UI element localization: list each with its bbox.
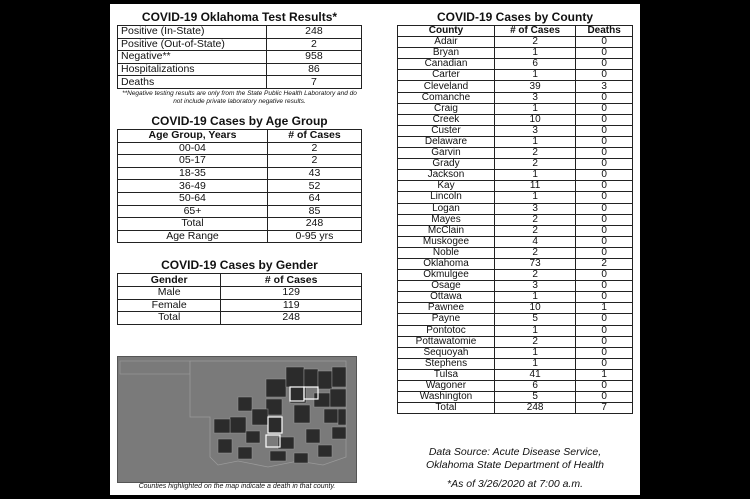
age-group-title: COVID-19 Cases by Age Group bbox=[151, 113, 328, 128]
county-row-cell: Craig bbox=[398, 103, 495, 114]
county-row-cell: Comanche bbox=[398, 92, 495, 103]
age-group-row-cell: 65+ bbox=[118, 205, 268, 218]
age-group-row-cell: 2 bbox=[267, 142, 361, 155]
negative-testing-note: **Negative testing results are only from the State Public Health Laboratory and do not include private laboratory negative results. bbox=[122, 89, 357, 105]
county-row-cell: 4 bbox=[494, 236, 575, 247]
county-header-row bbox=[398, 26, 633, 37]
case-county-shape bbox=[332, 427, 346, 439]
county-row-cell: Logan bbox=[398, 203, 495, 214]
county-row-cell: 5 bbox=[494, 314, 575, 325]
case-county-shape bbox=[330, 389, 346, 407]
county-row bbox=[398, 325, 633, 336]
county-row bbox=[398, 37, 633, 48]
county-row-cell: Pawnee bbox=[398, 303, 495, 314]
county-row-cell: 2 bbox=[494, 225, 575, 236]
test-result-label: Negative** bbox=[118, 51, 267, 64]
county-map-graphic bbox=[118, 357, 357, 483]
county-row-cell: 1 bbox=[576, 369, 633, 380]
case-county-shape bbox=[338, 409, 346, 425]
age-group-row-cell: 18-35 bbox=[118, 167, 268, 180]
county-row-cell: Cleveland bbox=[398, 81, 495, 92]
county-row-cell: 1 bbox=[494, 48, 575, 59]
test-results-row bbox=[118, 26, 362, 39]
test-result-value: 2 bbox=[266, 38, 361, 51]
age_group-column-header: Age Group, Years bbox=[118, 129, 268, 142]
county-row bbox=[398, 103, 633, 114]
county-row-cell: Adair bbox=[398, 37, 495, 48]
age-group-row bbox=[118, 230, 362, 243]
age-group-row-cell: 0-95 yrs bbox=[267, 230, 361, 243]
age-group-row-cell: Total bbox=[118, 218, 268, 231]
county-row-cell: 3 bbox=[494, 125, 575, 136]
county-row-cell: Ottawa bbox=[398, 292, 495, 303]
county-row-cell: 6 bbox=[494, 59, 575, 70]
case-county-shape bbox=[266, 379, 286, 397]
county-row-cell: 3 bbox=[494, 281, 575, 292]
county-row-cell: Mayes bbox=[398, 214, 495, 225]
county-row-cell: Sequoyah bbox=[398, 347, 495, 358]
county-row bbox=[398, 170, 633, 181]
age-group-row-cell: 05-17 bbox=[118, 155, 268, 168]
age-group-row-cell: 2 bbox=[267, 155, 361, 168]
county-row-cell: Oklahoma bbox=[398, 258, 495, 269]
county-row-cell: 0 bbox=[576, 292, 633, 303]
case-county-shape bbox=[246, 431, 260, 443]
county-row-cell: 0 bbox=[576, 59, 633, 70]
county-column-header: # of Cases bbox=[494, 26, 575, 37]
gender-row-cell: 129 bbox=[221, 286, 362, 299]
gender-row bbox=[118, 312, 362, 325]
county-row bbox=[398, 381, 633, 392]
county-row-cell: 0 bbox=[576, 325, 633, 336]
county-row-cell: 1 bbox=[494, 292, 575, 303]
county-row bbox=[398, 247, 633, 258]
map-caption: Counties highlighted on the map indicate a death in that county. bbox=[138, 483, 336, 490]
test-results-table bbox=[117, 25, 362, 89]
case-county-shape bbox=[306, 429, 320, 443]
county-row-cell: 2 bbox=[494, 159, 575, 170]
case-county-shape bbox=[238, 447, 252, 459]
gender-row-cell: Total bbox=[118, 312, 221, 325]
age-group-row-cell: 52 bbox=[267, 180, 361, 193]
right-column bbox=[397, 9, 633, 414]
county-row-cell: 0 bbox=[576, 392, 633, 403]
age-group-row bbox=[118, 142, 362, 155]
age-group-row bbox=[118, 180, 362, 193]
gender-title: COVID-19 Cases by Gender bbox=[161, 258, 318, 273]
county-row bbox=[398, 181, 633, 192]
gender-column-header: # of Cases bbox=[221, 274, 362, 287]
county-row-cell: 1 bbox=[494, 170, 575, 181]
county-row-cell: 1 bbox=[494, 358, 575, 369]
gender-row-cell: 248 bbox=[221, 312, 362, 325]
county-row-cell: 1 bbox=[494, 325, 575, 336]
county-row-cell: Stephens bbox=[398, 358, 495, 369]
test-result-label: Hospitalizations bbox=[118, 63, 267, 76]
county-row-cell: 2 bbox=[494, 247, 575, 258]
county-row-cell: 1 bbox=[494, 347, 575, 358]
county-row-cell: Muskogee bbox=[398, 236, 495, 247]
left-column bbox=[117, 9, 362, 325]
age-group-row bbox=[118, 218, 362, 231]
county-row bbox=[398, 258, 633, 269]
county-row-cell: Kay bbox=[398, 181, 495, 192]
county-row-cell: Bryan bbox=[398, 48, 495, 59]
county-row-cell: 3 bbox=[576, 81, 633, 92]
case-county-shape bbox=[332, 367, 346, 387]
gender-row-cell: Male bbox=[118, 286, 221, 299]
test-result-value: 248 bbox=[266, 26, 361, 39]
age-group-row-cell: 00-04 bbox=[118, 142, 268, 155]
county-column-header: County bbox=[398, 26, 495, 37]
test-result-value: 86 bbox=[266, 63, 361, 76]
case-county-shape bbox=[318, 371, 332, 389]
age-group-row-cell: 85 bbox=[267, 205, 361, 218]
county-column-header: Deaths bbox=[576, 26, 633, 37]
county-row-cell: 2 bbox=[494, 148, 575, 159]
age-group-row-cell: 248 bbox=[267, 218, 361, 231]
county-row-cell: Canadian bbox=[398, 59, 495, 70]
age_group-column-header: # of Cases bbox=[267, 129, 361, 142]
county-row-cell: Custer bbox=[398, 125, 495, 136]
data-source-line-1: Data Source: Acute Disease Service, bbox=[428, 446, 602, 458]
county-row bbox=[398, 403, 633, 414]
gender-row bbox=[118, 299, 362, 312]
county-row-cell: 73 bbox=[494, 258, 575, 269]
county-row-cell: Creek bbox=[398, 114, 495, 125]
county-row-cell: 0 bbox=[576, 148, 633, 159]
county-row bbox=[398, 48, 633, 59]
age-group-table bbox=[117, 129, 362, 243]
county-row-cell: McClain bbox=[398, 225, 495, 236]
county-row bbox=[398, 270, 633, 281]
case-county-shape bbox=[230, 417, 246, 433]
county-row-cell: 0 bbox=[576, 347, 633, 358]
county-row-cell: 10 bbox=[494, 114, 575, 125]
county-row bbox=[398, 70, 633, 81]
case-county-shape bbox=[314, 393, 330, 407]
test-results-row bbox=[118, 76, 362, 89]
test-result-label: Positive (In-State) bbox=[118, 26, 267, 39]
case-county-shape bbox=[324, 409, 338, 423]
county-row-cell: 41 bbox=[494, 369, 575, 380]
county-row-cell: 6 bbox=[494, 381, 575, 392]
county-row-cell: 0 bbox=[576, 281, 633, 292]
test-result-label: Positive (Out-of-State) bbox=[118, 38, 267, 51]
county-row-cell: 0 bbox=[576, 270, 633, 281]
county-row-cell: Garvin bbox=[398, 148, 495, 159]
gender-row bbox=[118, 286, 362, 299]
county-row-cell: 1 bbox=[494, 103, 575, 114]
county-row bbox=[398, 136, 633, 147]
test-results-title: COVID-19 Oklahoma Test Results* bbox=[141, 10, 338, 24]
case-county-shape bbox=[252, 409, 268, 425]
county-row-cell: 248 bbox=[494, 403, 575, 414]
case-county-shape bbox=[304, 369, 318, 387]
county-row-cell: 0 bbox=[576, 314, 633, 325]
county-row-cell: 0 bbox=[576, 92, 633, 103]
case-county-shape bbox=[286, 367, 304, 387]
test-result-value: 958 bbox=[266, 51, 361, 64]
as-of-timestamp: *As of 3/26/2020 at 7:00 a.m. bbox=[446, 478, 583, 490]
age-group-row-cell: Age Range bbox=[118, 230, 268, 243]
county-row-cell: 0 bbox=[576, 247, 633, 258]
county-row-cell: 0 bbox=[576, 70, 633, 81]
county-row bbox=[398, 81, 633, 92]
test-result-value: 7 bbox=[266, 76, 361, 89]
county-row-cell: 0 bbox=[576, 114, 633, 125]
county-row-cell: 0 bbox=[576, 136, 633, 147]
county-row-cell: Tulsa bbox=[398, 369, 495, 380]
county-row-cell: Wagoner bbox=[398, 381, 495, 392]
county-row-cell: 5 bbox=[494, 392, 575, 403]
county-row bbox=[398, 281, 633, 292]
age-group-row-cell: 36-49 bbox=[118, 180, 268, 193]
county-row-cell: 0 bbox=[576, 48, 633, 59]
age-group-row-cell: 64 bbox=[267, 192, 361, 205]
case-county-shape bbox=[218, 439, 232, 453]
county-row-cell: 0 bbox=[576, 203, 633, 214]
county-row-cell: 0 bbox=[576, 358, 633, 369]
gender-column-header: Gender bbox=[118, 274, 221, 287]
county-row-cell: 1 bbox=[576, 303, 633, 314]
county-row-cell: 11 bbox=[494, 181, 575, 192]
county-row-cell: Noble bbox=[398, 247, 495, 258]
county-row bbox=[398, 148, 633, 159]
county-row-cell: 39 bbox=[494, 81, 575, 92]
county-row-cell: Lincoln bbox=[398, 192, 495, 203]
county-row-cell: Carter bbox=[398, 70, 495, 81]
test-results-row bbox=[118, 38, 362, 51]
county-row bbox=[398, 369, 633, 380]
county-row-cell: 1 bbox=[494, 192, 575, 203]
case-county-shape bbox=[318, 445, 332, 457]
gender-row-cell: 119 bbox=[221, 299, 362, 312]
county-row bbox=[398, 203, 633, 214]
county-row-cell: 7 bbox=[576, 403, 633, 414]
county-row bbox=[398, 192, 633, 203]
county-row bbox=[398, 303, 633, 314]
age-group-row-cell: 50-64 bbox=[118, 192, 268, 205]
county-row-cell: 0 bbox=[576, 336, 633, 347]
county-row bbox=[398, 336, 633, 347]
gender-row-cell: Female bbox=[118, 299, 221, 312]
test-result-label: Deaths bbox=[118, 76, 267, 89]
county-row bbox=[398, 214, 633, 225]
panhandle-region bbox=[120, 361, 190, 374]
case-county-shape bbox=[294, 453, 308, 463]
age-group-row-cell: 43 bbox=[267, 167, 361, 180]
county-row-cell: 10 bbox=[494, 303, 575, 314]
county-row-cell: 0 bbox=[576, 225, 633, 236]
county-row-cell: 0 bbox=[576, 37, 633, 48]
case-county-shape bbox=[214, 419, 230, 433]
case-county-shape bbox=[270, 451, 286, 461]
age_group-header-row bbox=[118, 129, 362, 142]
county-row-cell: Pontotoc bbox=[398, 325, 495, 336]
gender-header-row bbox=[118, 274, 362, 287]
age-group-row bbox=[118, 205, 362, 218]
county-row bbox=[398, 292, 633, 303]
county-row bbox=[398, 159, 633, 170]
age-group-row bbox=[118, 192, 362, 205]
test-results-row bbox=[118, 63, 362, 76]
gender-table bbox=[117, 273, 362, 324]
county-row-cell: 3 bbox=[494, 92, 575, 103]
county-row-cell: Total bbox=[398, 403, 495, 414]
test-results-row bbox=[118, 51, 362, 64]
data-source bbox=[397, 446, 633, 472]
county-row bbox=[398, 347, 633, 358]
county-row-cell: 0 bbox=[576, 192, 633, 203]
county-row-cell: 0 bbox=[576, 103, 633, 114]
county-row-cell: Pottawatomie bbox=[398, 336, 495, 347]
county-row bbox=[398, 392, 633, 403]
county-row bbox=[398, 225, 633, 236]
county-row-cell: 3 bbox=[494, 203, 575, 214]
county-row bbox=[398, 92, 633, 103]
oklahoma-county-map bbox=[117, 356, 357, 483]
age-group-row bbox=[118, 167, 362, 180]
county-row-cell: Jackson bbox=[398, 170, 495, 181]
county-row-cell: Payne bbox=[398, 314, 495, 325]
case-county-shape bbox=[268, 417, 282, 433]
county-row bbox=[398, 125, 633, 136]
report-sheet bbox=[110, 4, 640, 495]
county-title: COVID-19 Cases by County bbox=[436, 10, 594, 24]
county-row-cell: Okmulgee bbox=[398, 270, 495, 281]
county-row-cell: Washington bbox=[398, 392, 495, 403]
county-row-cell: 1 bbox=[494, 70, 575, 81]
data-source-line-2: Oklahoma State Department of Health bbox=[425, 459, 604, 471]
county-row-cell: 2 bbox=[494, 37, 575, 48]
county-row-cell: 0 bbox=[576, 125, 633, 136]
county-row bbox=[398, 236, 633, 247]
county-row bbox=[398, 358, 633, 369]
county-row-cell: 0 bbox=[576, 159, 633, 170]
case-county-shape bbox=[294, 405, 310, 423]
county-row-cell: Osage bbox=[398, 281, 495, 292]
county-row-cell: 0 bbox=[576, 214, 633, 225]
county-row-cell: Grady bbox=[398, 159, 495, 170]
county-row bbox=[398, 314, 633, 325]
county-row-cell: 0 bbox=[576, 181, 633, 192]
county-row-cell: 1 bbox=[494, 136, 575, 147]
county-table bbox=[397, 25, 633, 414]
county-row-cell: 0 bbox=[576, 170, 633, 181]
county-row-cell: 0 bbox=[576, 236, 633, 247]
age-group-row bbox=[118, 155, 362, 168]
county-row-cell: 0 bbox=[576, 381, 633, 392]
county-row bbox=[398, 59, 633, 70]
county-row-cell: Delaware bbox=[398, 136, 495, 147]
county-row-cell: 2 bbox=[494, 270, 575, 281]
county-row-cell: 2 bbox=[576, 258, 633, 269]
case-county-shape bbox=[266, 399, 282, 415]
county-row-cell: 2 bbox=[494, 336, 575, 347]
case-county-shape bbox=[238, 397, 252, 411]
county-row-cell: 2 bbox=[494, 214, 575, 225]
county-row bbox=[398, 114, 633, 125]
